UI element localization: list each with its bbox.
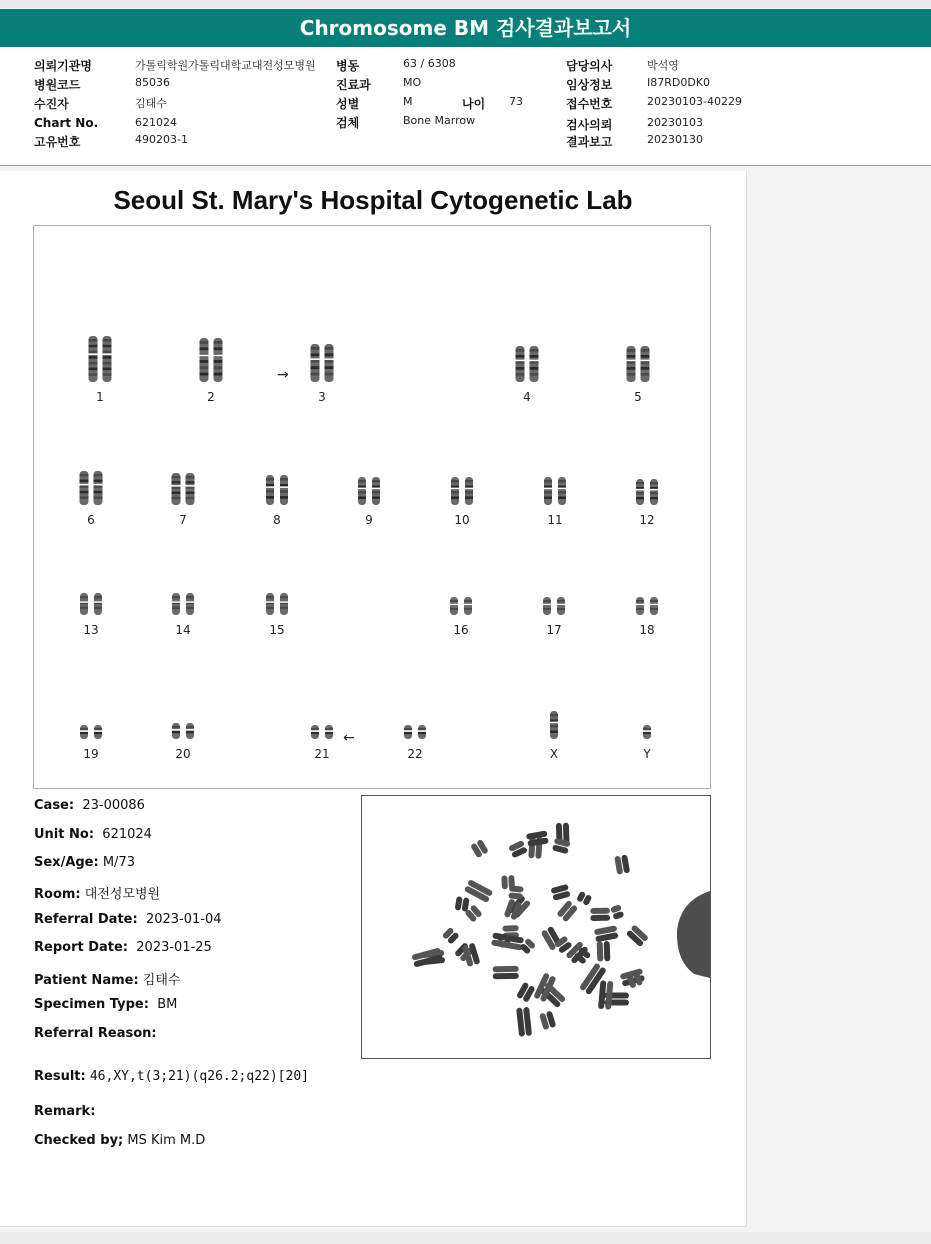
- chromosome-label-17: 17: [546, 623, 562, 637]
- referral-date-field: [34, 912, 222, 927]
- chromosome-pair-22: [404, 725, 427, 739]
- sex-age-label: Sex/Age:: [34, 855, 99, 870]
- metaphase-chromosome: [597, 941, 611, 962]
- chromosome-pair-11: [544, 477, 567, 505]
- chromosome-pair-4: [515, 346, 539, 382]
- chromosome-label-12: 12: [639, 513, 655, 527]
- bottom-strip: [0, 1232, 931, 1244]
- remark-label: Remark:: [34, 1104, 96, 1119]
- metaphase-chromosome: [556, 900, 578, 923]
- case-label: Case:: [34, 798, 75, 813]
- case-field: [34, 798, 145, 813]
- request-date-value: 20230103: [647, 116, 703, 129]
- case-value: 23-00086: [82, 798, 145, 813]
- metaphase-chromosome: [610, 904, 625, 920]
- department-label: 진료과: [336, 78, 371, 92]
- metaphase-chromosome: [508, 840, 528, 858]
- metaphase-spread-graphic: [362, 796, 710, 1058]
- chromosome-pair-1: [88, 336, 112, 382]
- hospital-code-label: 병원코드: [34, 78, 81, 92]
- chromosome-label-15: 15: [269, 623, 285, 637]
- chromosome-pair-y: [643, 725, 652, 739]
- top-strip: [0, 0, 931, 8]
- report-date-field: [34, 940, 212, 955]
- chromosome-label-4: 4: [523, 390, 531, 404]
- chromosome-label-2: 2: [207, 390, 215, 404]
- chart-no-label: Chart No.: [34, 116, 99, 130]
- chromosome-pair-13: [80, 593, 103, 615]
- metaphase-chromosome: [626, 924, 649, 947]
- sex-value: M: [403, 95, 413, 108]
- chromosome-pair-5: [626, 346, 650, 382]
- institution-value: 가톨릭학원가톨릭대학교대전성모병원: [135, 59, 316, 72]
- metaphase-chromosome: [462, 942, 481, 967]
- chromosome-label-21: 21: [314, 747, 330, 761]
- room-label: Room:: [34, 887, 81, 902]
- doctor-value: 박석영: [647, 59, 679, 72]
- remark-field: [34, 1104, 95, 1119]
- referral-date-value: 2023-01-04: [145, 912, 222, 927]
- chromosome-pairs-graphic: [34, 226, 710, 788]
- specimen-type-value: BM: [157, 997, 178, 1012]
- metaphase-chromosome: [539, 1011, 556, 1031]
- receipt-no-label: 접수번호: [566, 97, 613, 111]
- metaphase-chromosome: [455, 896, 470, 912]
- patient-name-field: [34, 969, 180, 988]
- unit-no-field: [34, 827, 152, 842]
- chromosome-label-x: X: [549, 747, 559, 761]
- metaphase-chromosome: [470, 839, 489, 859]
- chromosome-label-y: Y: [643, 747, 651, 761]
- chromosome-pair-9: [358, 477, 381, 505]
- metaphase-chromosome: [508, 885, 523, 899]
- referral-date-label: Referral Date:: [34, 912, 138, 927]
- chromosome-pair-10: [451, 477, 474, 505]
- patient-label: 수진자: [34, 97, 69, 111]
- chromosome-pair-12: [636, 479, 659, 505]
- chromosome-pair-16: [450, 597, 473, 615]
- report-sheet: [0, 171, 747, 1227]
- age-label: 나이: [462, 97, 486, 111]
- chromosome-pair-19: [80, 725, 103, 739]
- metaphase-chromosome: [541, 926, 563, 951]
- result-value: 46,XY,t(3;21)(q26.2;q22)[20]: [89, 1069, 309, 1084]
- referral-reason-label: Referral Reason:: [34, 1026, 157, 1041]
- chromosome-pair-15: [266, 593, 289, 615]
- metaphase-chromosome: [614, 854, 630, 874]
- checked-by-field: [34, 1133, 205, 1148]
- interphase-nucleus: [677, 891, 710, 978]
- unique-id-label: 고유번호: [34, 135, 81, 149]
- specimen-label: 검체: [336, 116, 360, 130]
- chromosome-label-8: 8: [273, 513, 281, 527]
- result-label: Result:: [34, 1069, 86, 1084]
- chromosome-label-9: 9: [365, 513, 373, 527]
- chromosome-pair-20: [172, 723, 195, 739]
- report-banner-title: Chromosome BM 검사결과보고서: [0, 9, 931, 47]
- chromosome-pair-14: [172, 593, 195, 615]
- chromosome-label-19: 19: [83, 747, 99, 761]
- chromosome-pair-7: [171, 473, 195, 505]
- chromosome-label-3: 3: [318, 390, 326, 404]
- doctor-label: 담당의사: [566, 59, 613, 73]
- metaphase-chromosome: [594, 925, 619, 942]
- arrow-left-icon: ←: [343, 730, 355, 746]
- chromosome-label-20: 20: [175, 747, 191, 761]
- metaphase-image: [361, 795, 711, 1059]
- checked-by-label: Checked by;: [34, 1133, 124, 1148]
- chromosome-pair-2: [199, 338, 223, 382]
- patient-value: 김태수: [135, 97, 167, 110]
- chromosome-pair-8: [266, 475, 289, 505]
- report-date-value-2: 2023-01-25: [136, 940, 212, 955]
- karyotype-image: [33, 225, 711, 789]
- report-date-label: 결과보고: [566, 135, 613, 149]
- patient-name-value: 김태수: [142, 973, 181, 988]
- sex-age-field: [34, 855, 135, 870]
- result-field: [34, 1069, 309, 1084]
- hospital-code-value: 85036: [135, 76, 170, 89]
- request-date-label: 검사의뢰: [566, 118, 613, 132]
- age-value: 73: [509, 95, 523, 108]
- chromosome-label-11: 11: [547, 513, 563, 527]
- chromosome-label-16: 16: [453, 623, 469, 637]
- patient-info-header: [0, 47, 931, 166]
- metaphase-chromosome: [516, 982, 536, 1003]
- checked-by-value: MS Kim M.D: [127, 1133, 206, 1148]
- receipt-no-value: 20230103-40229: [647, 95, 742, 108]
- metaphase-chromosome: [493, 966, 519, 979]
- chromosome-label-1: 1: [96, 390, 104, 404]
- patient-name-label: Patient Name:: [34, 973, 139, 988]
- specimen-type-label: Specimen Type:: [34, 997, 149, 1012]
- ward-value: 63 / 6308: [403, 57, 456, 70]
- metaphase-chromosome: [516, 1007, 532, 1037]
- chromosome-label-5: 5: [634, 390, 642, 404]
- department-value: MO: [403, 76, 422, 89]
- chromosome-label-18: 18: [639, 623, 655, 637]
- lab-title: Seoul St. Mary's Hospital Cytogenetic Lab: [113, 185, 633, 215]
- chromosome-pair-18: [636, 597, 659, 615]
- sex-age-value: M/73: [102, 855, 135, 870]
- chromosome-pair-21: [311, 725, 334, 739]
- referral-reason-field: [34, 1026, 157, 1041]
- institution-label: 의뢰기관명: [34, 59, 92, 73]
- report-date-value: 20230130: [647, 133, 703, 146]
- unit-no-label: Unit No:: [34, 827, 95, 842]
- metaphase-chromosome: [590, 908, 610, 921]
- chromosome-label-7: 7: [179, 513, 187, 527]
- unique-id-value: 490203-1: [135, 133, 188, 146]
- chromosome-pair-6: [79, 471, 103, 505]
- chromosome-pair-x: [550, 711, 559, 739]
- clinical-info-value: I87RD0DK0: [647, 76, 711, 89]
- chromosome-pair-17: [543, 597, 566, 615]
- arrow-right-icon: →: [277, 367, 289, 383]
- specimen-value: Bone Marrow: [403, 114, 476, 127]
- metaphase-chromosome: [442, 927, 460, 945]
- chromosome-label-6: 6: [87, 513, 95, 527]
- chart-no-value: 621024: [135, 116, 177, 129]
- report-date-label-2: Report Date:: [34, 940, 129, 955]
- room-value: 대전성모병원: [84, 887, 161, 902]
- ward-label: 병동: [336, 59, 360, 73]
- clinical-info-label: 임상정보: [566, 78, 613, 92]
- chromosome-label-14: 14: [175, 623, 191, 637]
- specimen-type-field: [34, 997, 177, 1012]
- chromosome-label-13: 13: [83, 623, 99, 637]
- room-field: [34, 883, 160, 902]
- sex-label: 성별: [336, 97, 360, 111]
- chromosome-pair-3: [310, 344, 334, 382]
- unit-no-value: 621024: [102, 827, 152, 842]
- chromosome-label-10: 10: [454, 513, 470, 527]
- metaphase-chromosome: [576, 891, 592, 906]
- chromosome-label-22: 22: [407, 747, 423, 761]
- metaphase-chromosome: [550, 884, 570, 901]
